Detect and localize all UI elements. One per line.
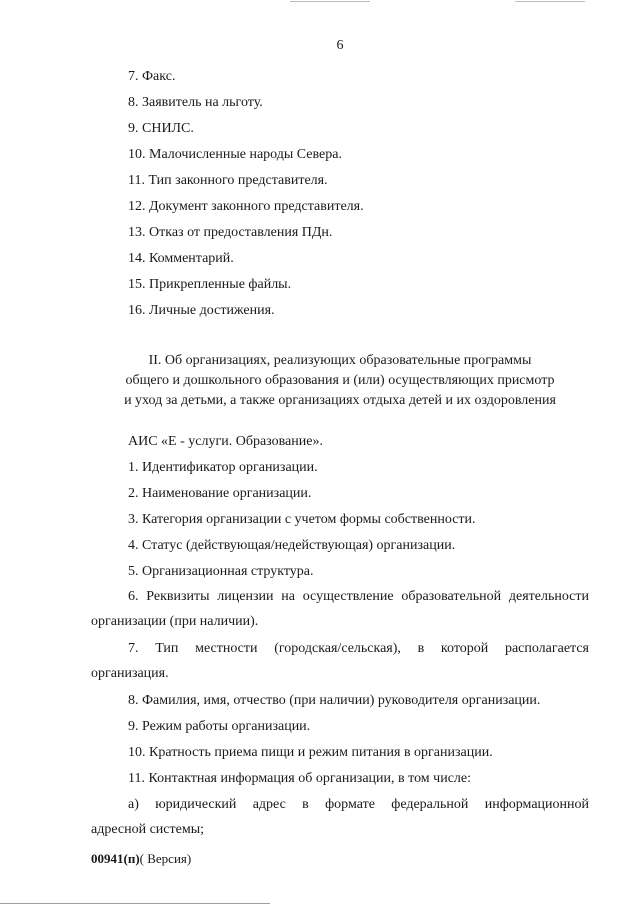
document-version: ( Версия) <box>139 851 192 866</box>
list-item: 7. Факс. <box>128 69 176 84</box>
list-item: 14. Комментарий. <box>128 251 234 266</box>
list-item: 3. Категория организации с учетом формы собственности. <box>128 512 476 527</box>
scan-artifact-line <box>515 1 585 2</box>
list-item: 11. Контактная информация об организации, в том числе: <box>128 771 471 786</box>
section-heading-line: II. Об организациях, реализующих образовательные программы <box>148 353 532 368</box>
paragraph-line: а) юридический адрес в формате федеральной информационной <box>128 797 589 812</box>
list-item: 15. Прикрепленные файлы. <box>128 277 292 292</box>
system-name: АИС «Е - услуги. Образование». <box>128 434 323 449</box>
scan-artifact-line <box>290 1 370 2</box>
list-item: 10. Малочисленные народы Севера. <box>128 147 342 162</box>
section-heading-line: общего и дошкольного образования и (или) осуществляющих присмотр <box>125 373 555 388</box>
list-item: 2. Наименование организации. <box>128 486 312 501</box>
section-heading-line: и уход за детьми, а также организациях отдыха детей и их оздоровления <box>124 393 556 408</box>
list-item: 8. Заявитель на льготу. <box>128 95 263 110</box>
list-item: 9. Режим работы организации. <box>128 719 311 734</box>
list-item: 4. Статус (действующая/недействующая) организации. <box>128 538 456 553</box>
list-item: 8. Фамилия, имя, отчество (при наличии) руководителя организации. <box>128 693 541 708</box>
list-item: 11. Тип законного представителя. <box>128 173 328 188</box>
scan-artifact-line <box>0 903 270 904</box>
paragraph-line: 7. Тип местности (городская/сельская), в которой располагается <box>128 641 589 656</box>
list-item: 13. Отказ от предоставления ПДн. <box>128 225 333 240</box>
list-item: 12. Документ законного представителя. <box>128 199 364 214</box>
section-heading <box>90 351 590 411</box>
list-item: 16. Личные достижения. <box>128 303 275 318</box>
list-item: 9. СНИЛС. <box>128 121 194 136</box>
paragraph-line: адресной системы; <box>91 822 205 837</box>
document-footer <box>91 851 191 867</box>
document-code: 00941(п) <box>91 851 140 866</box>
list-item: 1. Идентификатор организации. <box>128 460 318 475</box>
paragraph-line: 6. Реквизиты лицензии на осуществление образовательной деятельности <box>128 589 589 604</box>
paragraph-line: организация. <box>91 666 169 681</box>
page-number: 6 <box>336 38 344 53</box>
list-item: 10. Кратность приема пищи и режим питания в организации. <box>128 745 493 760</box>
paragraph-line: организации (при наличии). <box>91 614 259 629</box>
list-item: 5. Организационная структура. <box>128 564 314 579</box>
